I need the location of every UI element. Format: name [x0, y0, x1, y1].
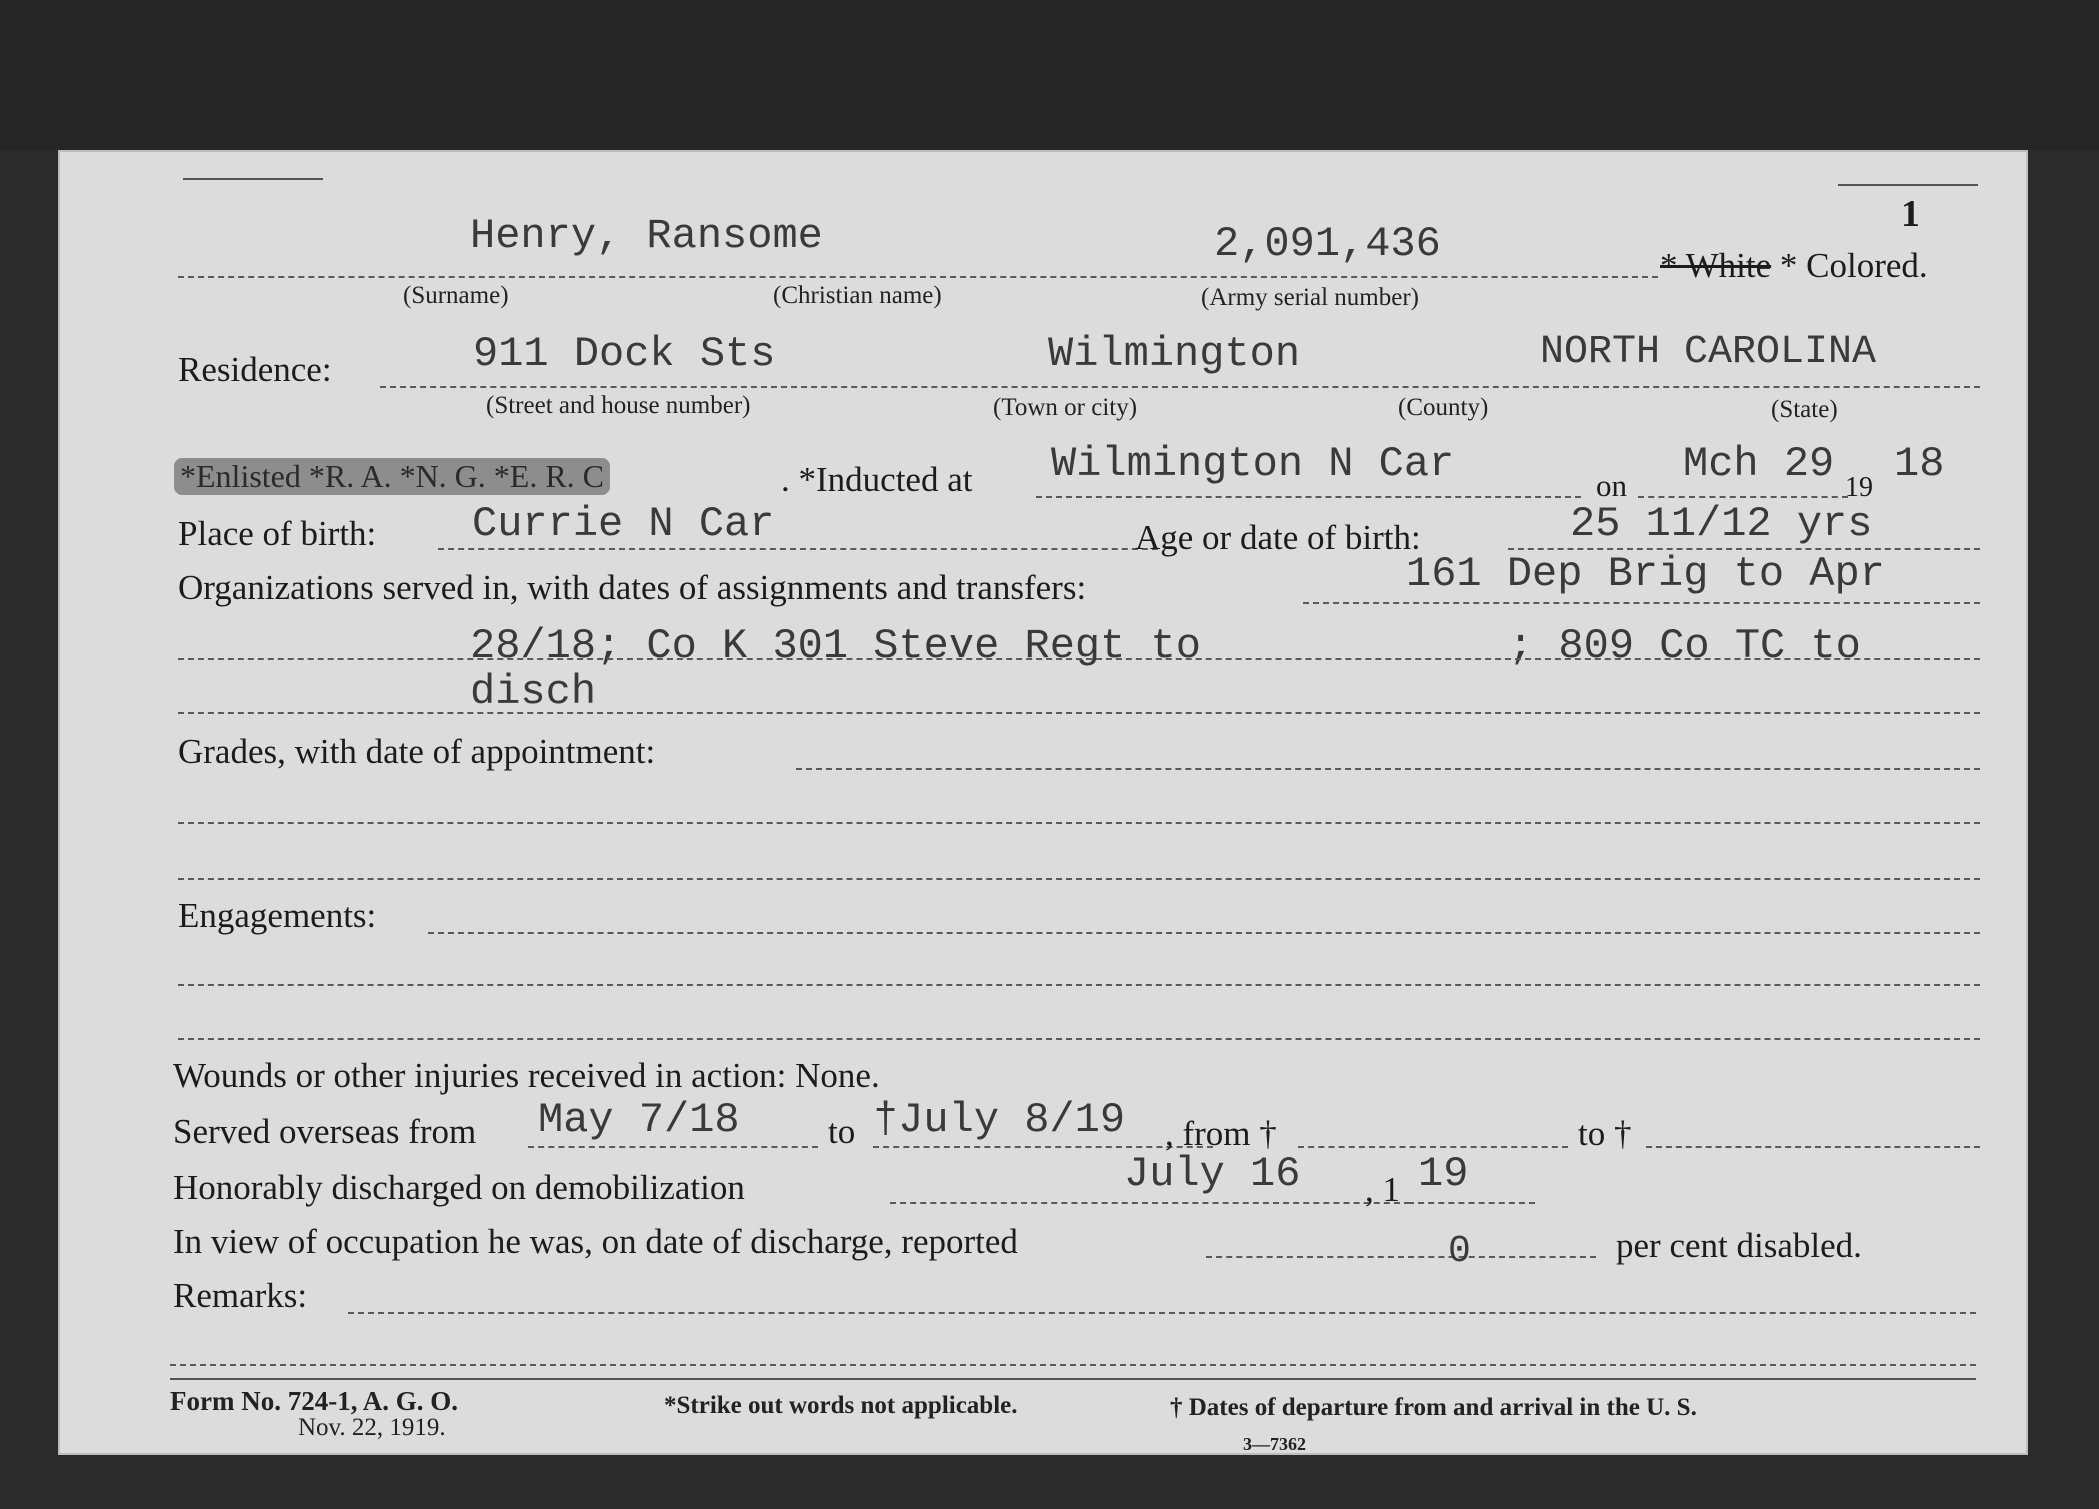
organizations-line1-rule [1303, 602, 1980, 604]
inducted-place: Wilmington N Car [1051, 440, 1455, 488]
footer-rule [170, 1378, 1976, 1380]
grades-line1 [796, 768, 1980, 770]
engagements-label: Engagements: [178, 896, 377, 935]
engagements-line1 [428, 932, 1980, 934]
overseas-from-line [528, 1146, 818, 1148]
residence-label: Residence: [178, 350, 332, 389]
background-top [0, 0, 2099, 150]
age-value: 25 11/12 yrs [1570, 500, 1873, 548]
overseas-to2-line [1646, 1146, 1980, 1148]
race-options [1660, 246, 1928, 286]
discharge-year: 19 [1418, 1150, 1469, 1198]
remarks-label: Remarks: [173, 1276, 308, 1315]
occupation-line [1206, 1256, 1596, 1258]
form-number: Form No. 724-1, A. G. O. [170, 1386, 458, 1416]
discharge-year-label: , 1 [1365, 1170, 1400, 1209]
occupation-label: In view of occupation he was, on date of discharge, reported [173, 1222, 1018, 1261]
induction-date-line [1638, 496, 1848, 498]
grades-label: Grades, with date of appointment: [178, 732, 656, 771]
residence-line [380, 386, 1980, 388]
street-label: (Street and house number) [486, 392, 751, 419]
residence-state: NORTH CAROLINA [1540, 330, 1877, 375]
grades-line2 [178, 822, 1980, 824]
footnote-strike: *Strike out words not applicable. [664, 1392, 1018, 1419]
grades-line3 [178, 878, 1980, 880]
year-suffix: 18 [1894, 440, 1945, 488]
race-colored: * Colored. [1779, 246, 1928, 285]
top-left-mark [183, 178, 323, 180]
overseas-from2-label: , from † [1165, 1114, 1277, 1153]
discharge-year-line [1408, 1202, 1535, 1204]
on-label: on [1596, 468, 1627, 503]
remarks-line1 [348, 1312, 1976, 1314]
inducted-label: . *Inducted at [781, 460, 973, 499]
organizations-line2b: ; 809 Co TC to [1508, 622, 1861, 670]
organizations-line3-rule [178, 712, 1980, 714]
overseas-from2-line [1298, 1146, 1568, 1148]
page-number: 1 [1901, 193, 1920, 235]
residence-street: 911 Dock Sts [473, 330, 776, 378]
discharge-line [890, 1202, 1410, 1204]
race-white: * White [1660, 246, 1772, 285]
residence-town: Wilmington [1048, 330, 1301, 378]
birth-place: Currie N Car [472, 500, 775, 548]
county-label: (County) [1398, 394, 1489, 421]
name-value: Henry, Ransome [470, 212, 823, 260]
footnote-dates: † Dates of departure from and arrival in the U. S. [1170, 1394, 1697, 1421]
year-prefix: 19 [1845, 472, 1873, 503]
serial-label: (Army serial number) [1201, 284, 1419, 311]
occupation-value: 0 [1448, 1230, 1471, 1273]
induction-date: Mch 29 [1683, 440, 1835, 488]
wounds-text: Wounds or other injuries received in action: None. [173, 1056, 880, 1095]
serial-value: 2,091,436 [1214, 220, 1441, 268]
overseas-from: May 7/18 [538, 1096, 740, 1144]
surname-label: (Surname) [403, 282, 509, 309]
overseas-to-label: to [828, 1112, 856, 1151]
form-date: Nov. 22, 1919. [298, 1414, 446, 1441]
organizations-line3: disch [470, 668, 597, 716]
town-label: (Town or city) [993, 394, 1138, 421]
engagements-line3 [178, 1038, 1980, 1040]
top-right-mark [1838, 184, 1978, 186]
organizations-line2a: 28/18; Co K 301 Steve Regt to [470, 622, 1201, 670]
engagements-line2 [178, 984, 1980, 986]
overseas-to2-label: to † [1578, 1114, 1632, 1153]
overseas-label: Served overseas from [173, 1112, 477, 1151]
service-record-card [58, 150, 2028, 1455]
organizations-label: Organizations served in, with dates of assignments and transfers: [178, 568, 1087, 607]
name-line [178, 276, 1658, 278]
overseas-to-line [873, 1146, 1213, 1148]
age-label: Age or date of birth: [1135, 518, 1421, 557]
discharge-date: July 16 [1124, 1150, 1301, 1198]
overseas-to: †July 8/19 [873, 1096, 1126, 1144]
occupation-suffix: per cent disabled. [1616, 1226, 1862, 1265]
remarks-line2 [170, 1364, 1976, 1366]
discharge-label: Honorably discharged on demobilization [173, 1168, 745, 1207]
birth-place-line [438, 548, 1158, 550]
organizations-line1: 161 Dep Brig to Apr [1406, 550, 1885, 598]
birth-place-label: Place of birth: [178, 514, 377, 553]
state-label: (State) [1771, 396, 1838, 423]
christian-name-label: (Christian name) [773, 282, 942, 309]
form-code: 3—7362 [1243, 1434, 1306, 1454]
enlisted-stamp: *Enlisted *R. A. *N. G. *E. R. C [174, 458, 610, 495]
organizations-line2-rule [178, 658, 1980, 660]
inducted-line [1036, 496, 1581, 498]
